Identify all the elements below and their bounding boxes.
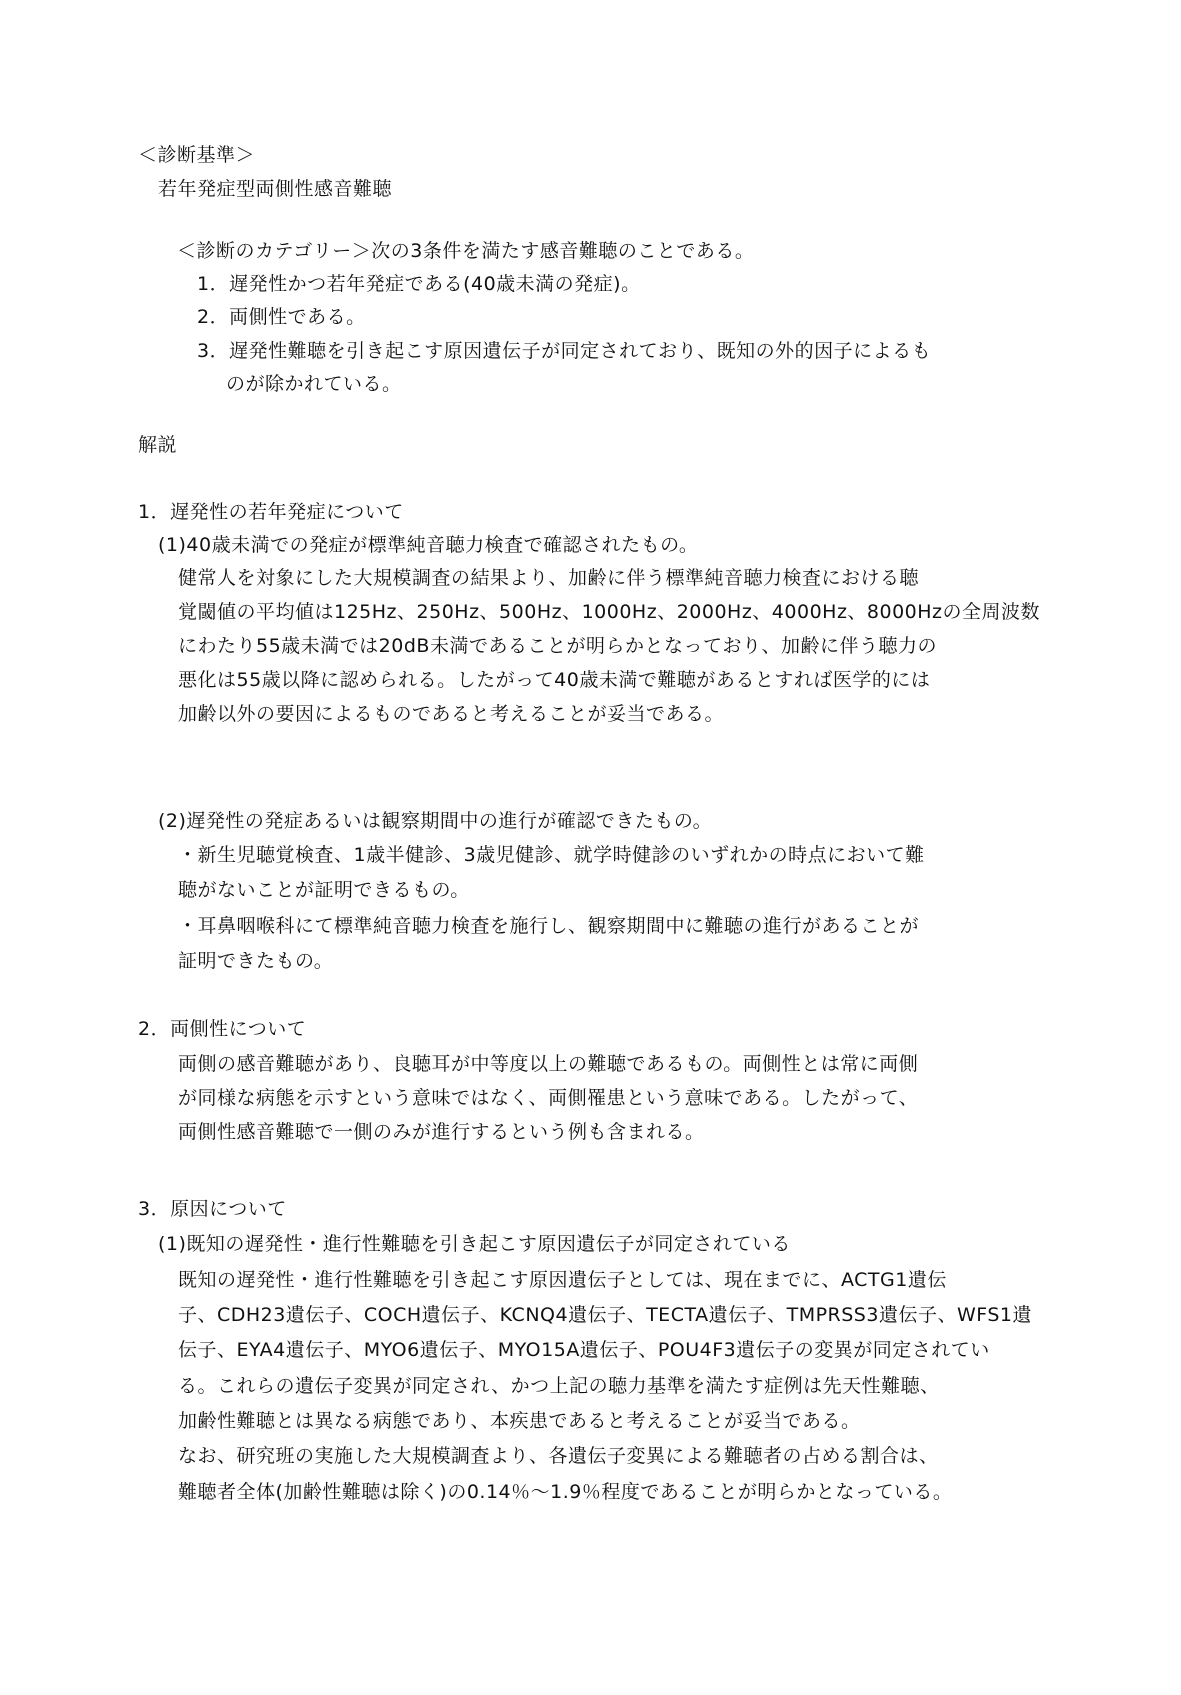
section1-sub1-heading: (1)40歳未満での発症が標準純音聴力検査で確認されたもの。	[158, 534, 699, 556]
section2-line: 両側性感音難聴で一側のみが進行するという例も含まれる。	[178, 1121, 705, 1143]
category-item-3: 3．遅発性難聴を引き起こす原因遺伝子が同定されており、既知の外的因子によるも	[197, 340, 932, 362]
section1-sub2-line: 証明できたもの。	[178, 950, 334, 972]
section1-heading: 1．遅発性の若年発症について	[138, 501, 404, 523]
section3-sub1-line: 子、CDH23遺伝子、COCH遺伝子、KCNQ4遺伝子、TECTA遺伝子、TMPRSS3遺伝子、WFS1遺	[178, 1304, 1032, 1326]
section3-sub1-line: る。これらの遺伝子変異が同定され、かつ上記の聴力基準を満たす症例は先天性難聴、	[178, 1375, 940, 1397]
category-item-3-cont: のが除かれている。	[226, 373, 402, 395]
section3-sub1-line: 既知の遅発性・進行性難聴を引き起こす原因遺伝子としては、現在までに、ACTG1遺伝	[178, 1269, 947, 1291]
section1-sub1-line: 健常人を対象にした大規模調査の結果より、加齢に伴う標準純音聴力検査における聴	[178, 567, 920, 589]
section1-sub2-line: ・耳鼻咽喉科にて標準純音聴力検査を施行し、観察期間中に難聴の進行があることが	[178, 915, 920, 937]
section3-heading: 3．原因について	[138, 1198, 287, 1220]
section1-sub1-line: 悪化は55歳以降に認められる。したがって40歳未満で難聴があるとすれば医学的には	[178, 669, 931, 691]
section2-heading: 2．両側性について	[138, 1018, 307, 1040]
section1-sub1-line: 覚閾値の平均値は125Hz、250Hz、500Hz、1000Hz、2000Hz、4000Hz、8000Hzの全周波数	[178, 601, 1041, 623]
section3-sub1-heading: (1)既知の遅発性・進行性難聴を引き起こす原因遺伝子が同定されている	[158, 1233, 791, 1255]
section3-sub1-line: 伝子、EYA4遺伝子、MYO6遺伝子、MYO15A遺伝子、POU4F3遺伝子の変異が同定されてい	[178, 1339, 990, 1361]
section2-line: が同様な病態を示すという意味ではなく、両側罹患という意味である。したがって、	[178, 1087, 919, 1109]
section3-sub1-line: 加齢性難聴とは異なる病態であり、本疾患であると考えることが妥当である。	[178, 1410, 861, 1432]
category-intro: ＜診断のカテゴリー＞次の3条件を満たす感音難聴のことである。	[177, 240, 755, 262]
section3-sub1-line: なお、研究班の実施した大規模調査より、各遺伝子変異による難聴者の占める割合は、	[178, 1445, 939, 1467]
section1-sub2-heading: (2)遅発性の発症あるいは観察期間中の進行が確認できたもの。	[158, 810, 713, 832]
category-item-2: 2．両側性である。	[197, 306, 366, 328]
section1-sub1-line: 加齢以外の要因によるものであると考えることが妥当である。	[178, 703, 725, 725]
section2-line: 両側の感音難聴があり、良聴耳が中等度以上の難聴であるもの。両側性とは常に両側	[178, 1053, 919, 1075]
criteria-label: ＜診断基準＞	[138, 144, 256, 166]
section3-sub1-line: 難聴者全体(加齢性難聴は除く)の0.14％～1.9％程度であることが明らかとなっている。	[178, 1481, 953, 1503]
section1-sub2-line: ・新生児聴覚検査、1歳半健診、3歳児健診、就学時健診のいずれかの時点において難	[178, 844, 925, 866]
disease-name: 若年発症型両側性感音難聴	[158, 178, 393, 200]
commentary-title: 解説	[138, 434, 178, 456]
category-item-1: 1．遅発性かつ若年発症である(40歳未満の発症)。	[197, 273, 641, 295]
section1-sub2-line: 聴がないことが証明できるもの。	[178, 879, 470, 901]
section1-sub1-line: にわたり55歳未満では20dB未満であることが明らかとなっており、加齢に伴う聴力の	[178, 635, 937, 657]
